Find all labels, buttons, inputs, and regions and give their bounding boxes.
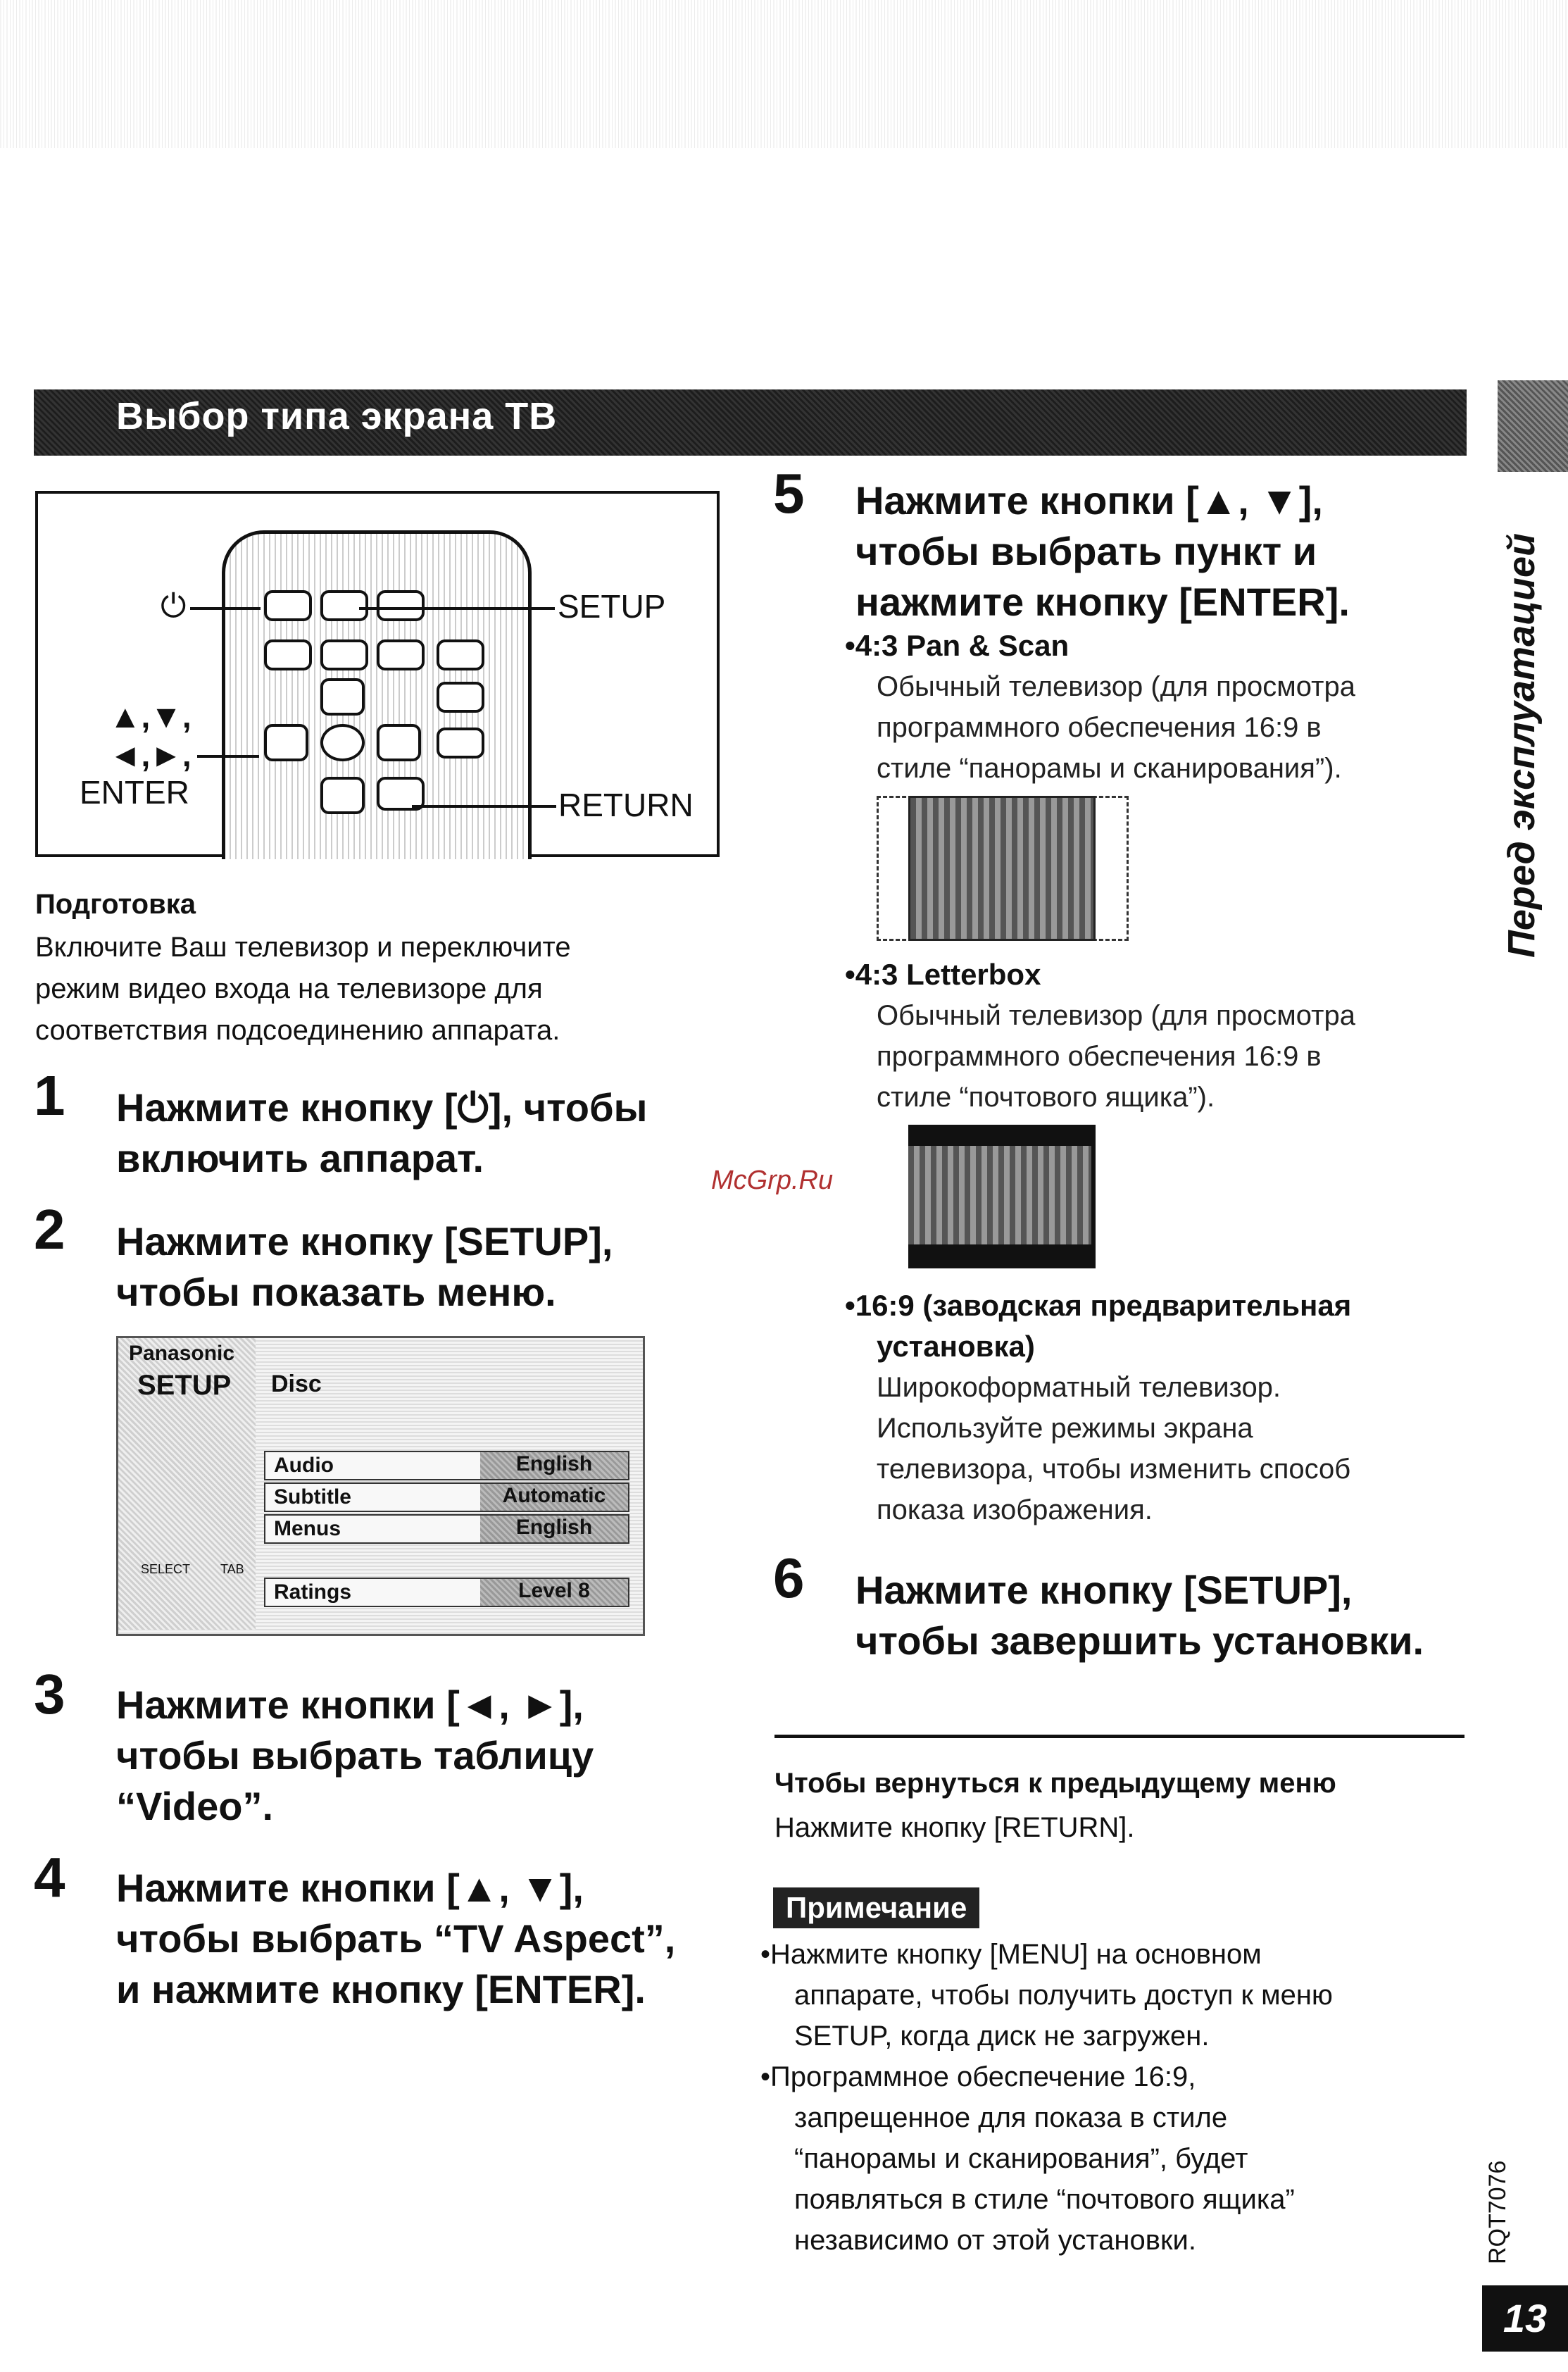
step-2-line-1: Нажмите кнопку [SETUP], [116, 1219, 613, 1263]
setup-title: SETUP [137, 1370, 232, 1401]
angle-button-icon [437, 639, 484, 670]
note-1-line-3: SETUP, когда диск не загружен. [794, 2021, 1210, 2052]
setup-row-value: Level 8 [480, 1579, 628, 1606]
enter-label: ENTER [80, 774, 189, 811]
note-1-line-1: •Нажмите кнопку [MENU] на основном [760, 1939, 1262, 1970]
arrows-leader-line [197, 755, 259, 758]
setup-tab-title: Disc [271, 1371, 322, 1397]
step-3-line-3: “Video”. [116, 1784, 274, 1828]
step-5-line-3: нажмите кнопку [ENTER]. [855, 580, 1350, 624]
setup-row-ratings [264, 1578, 629, 1607]
setup-button-icon [320, 590, 368, 621]
step-2-number: 2 [34, 1198, 65, 1261]
power-symbol-label: ⏻ [161, 587, 187, 624]
setup-row-key: Audio [274, 1454, 334, 1477]
step-4-line-2: чтобы выбрать “TV Aspect”, [116, 1916, 676, 1961]
note-1-line-2: аппарате, чтобы получить доступ к меню [794, 1980, 1333, 2011]
option-16-9-desc-2: Используйте режимы экрана [877, 1413, 1253, 1444]
step-3-number: 3 [34, 1663, 65, 1725]
prep-line-1: Включите Ваш телевизор и переключите [35, 932, 571, 963]
left-arrow-button-icon [264, 724, 308, 761]
option-letterbox-desc-2: программного обеспечения 16:9 в [877, 1041, 1322, 1072]
audio-button-icon [437, 728, 484, 759]
prep-line-2: режим видео входа на телевизоре для [35, 973, 543, 1004]
return-heading: Чтобы вернуться к предыдущему меню [774, 1768, 1336, 1799]
setup-row-value: English [480, 1516, 628, 1542]
subtitle-button-icon [437, 682, 484, 713]
play-button-icon [377, 639, 425, 670]
watermark: McGrp.Ru [711, 1166, 834, 1195]
right-arrow-button-icon [377, 724, 421, 761]
step-1-line-1: Нажмите кнопку [⏻], чтобы [116, 1085, 648, 1130]
prep-heading: Подготовка [35, 889, 196, 920]
step-3-line-2: чтобы выбрать таблицу [116, 1733, 594, 1778]
step-1-line-2: включить аппарат. [116, 1136, 484, 1180]
setup-select-hint: SELECT [141, 1562, 191, 1576]
playmode-button-icon [377, 590, 425, 621]
step-2-line-2: чтобы показать меню. [116, 1270, 556, 1314]
enter-button-icon [320, 724, 365, 761]
side-tab-marker [1498, 380, 1568, 472]
option-pan-scan-title: •4:3 Pan & Scan [845, 629, 1070, 662]
return-text: Нажмите кнопку [RETURN]. [774, 1812, 1135, 1843]
setup-row-key: Menus [274, 1517, 341, 1540]
section-title: Выбор типа экрана TB [116, 395, 558, 437]
step-4-number: 4 [34, 1846, 65, 1909]
step-6-line-1: Нажмите кнопку [SETUP], [855, 1568, 1353, 1612]
prep-line-3: соответствия подсоединению аппарата. [35, 1015, 560, 1046]
step-4-line-1: Нажмите кнопки [▲, ▼], [116, 1866, 584, 1910]
return-label: RETURN [558, 787, 694, 823]
step-5-line-1: Нажмите кнопки [▲, ▼], [855, 478, 1323, 523]
setup-leader-line [359, 607, 555, 610]
setup-row-value: Automatic [480, 1484, 628, 1511]
step-5-number: 5 [773, 462, 805, 525]
stop-button-icon [264, 639, 312, 670]
step-4-line-3: и нажмите кнопку [ENTER]. [116, 1967, 646, 2011]
power-button-icon [264, 590, 312, 621]
step-1-number: 1 [34, 1064, 65, 1127]
up-arrow-button-icon [320, 678, 365, 716]
setup-row-key: Ratings [274, 1580, 352, 1604]
setup-brand: Panasonic [129, 1342, 235, 1365]
note-2-line-2: запрещенное для показа в стиле [794, 2102, 1228, 2133]
arrows-label-2: ◄,►, [109, 737, 192, 773]
setup-row-audio [264, 1451, 629, 1480]
note-badge: Примечание [773, 1887, 979, 1928]
remote-control-image [222, 530, 532, 859]
step-3-line-1: Нажмите кнопки [◄, ►], [116, 1683, 584, 1727]
note-2-line-1: •Программное обеспечение 16:9, [760, 2061, 1196, 2092]
option-letterbox-desc-1: Обычный телевизор (для просмотра [877, 1000, 1355, 1031]
note-2-line-5: независимо от этой установки. [794, 2225, 1196, 2256]
note-2-line-3: “панорамы и сканирования”, будет [794, 2143, 1248, 2174]
down-arrow-button-icon [320, 777, 365, 814]
option-pan-scan-desc-3: стиле “панорамы и сканирования”). [877, 753, 1342, 784]
document-id: RQT7076 [1484, 2160, 1511, 2264]
side-tab-label: Перед эксплуатацией [1500, 533, 1543, 958]
option-letterbox-title: •4:3 Letterbox [845, 958, 1041, 991]
option-16-9-title-2: установка) [877, 1330, 1035, 1363]
power-leader-line [190, 607, 261, 610]
step-5-line-2: чтобы выбрать пункт и [855, 529, 1317, 573]
setup-row-subtitle [264, 1482, 629, 1512]
option-16-9-title-1: •16:9 (заводская предварительная [845, 1289, 1352, 1322]
setup-label: SETUP [558, 588, 666, 625]
option-16-9-desc-3: телевизора, чтобы изменить способ [877, 1454, 1351, 1485]
setup-row-menus [264, 1514, 629, 1544]
note-2-line-4: появляться в стиле “почтового ящика” [794, 2184, 1295, 2215]
step-6-line-2: чтобы завершить установки. [855, 1618, 1424, 1663]
scan-noise-strip [0, 0, 1568, 148]
letterbox-sample-image [908, 1146, 1091, 1244]
page-number: 13 [1482, 2285, 1568, 2352]
pause-button-icon [320, 639, 368, 670]
arrows-label-1: ▲,▼, [109, 698, 192, 735]
option-16-9-desc-1: Широкоформатный телевизор. [877, 1372, 1281, 1403]
section-divider [774, 1735, 1464, 1738]
setup-row-key: Subtitle [274, 1485, 351, 1509]
pan-scan-sample-image [908, 796, 1096, 941]
return-leader-line [412, 805, 556, 808]
option-pan-scan-desc-1: Обычный телевизор (для просмотра [877, 671, 1355, 702]
option-letterbox-desc-3: стиле “почтового ящика”). [877, 1082, 1215, 1113]
step-6-number: 6 [773, 1547, 805, 1609]
option-pan-scan-desc-2: программного обеспечения 16:9 в [877, 712, 1322, 743]
setup-tab-hint: TAB [220, 1562, 244, 1576]
option-16-9-desc-4: показа изображения. [877, 1494, 1153, 1525]
setup-row-value: English [480, 1452, 628, 1479]
